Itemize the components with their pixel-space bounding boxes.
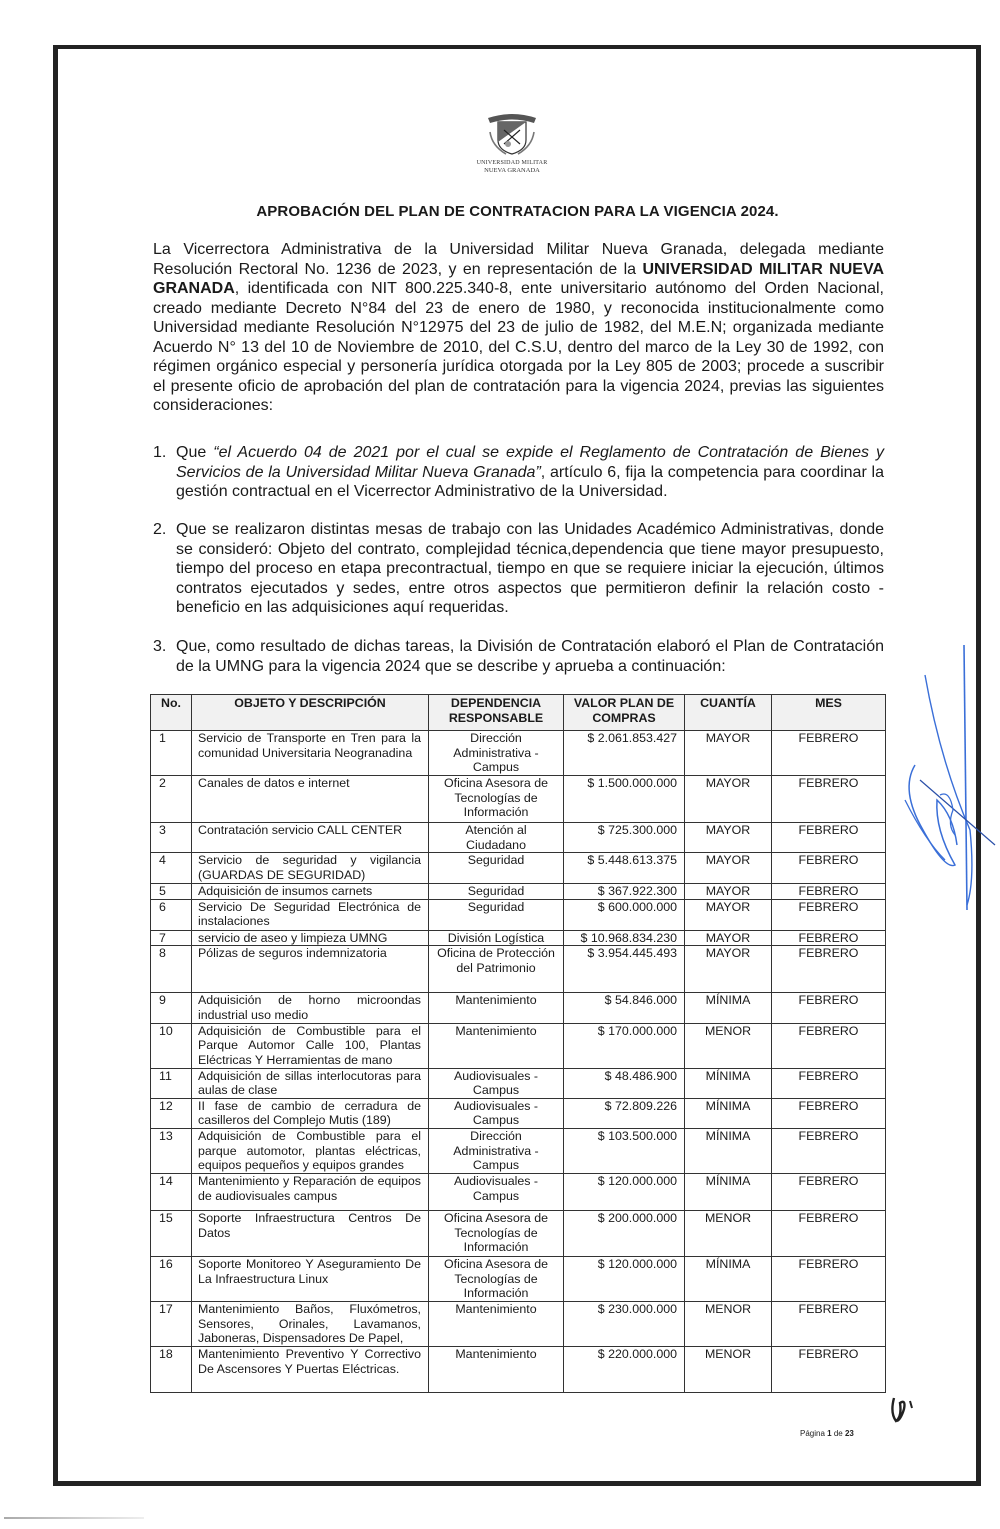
- table-row: [151, 1098, 886, 1128]
- row-objeto: Soporte Infraestructura Centros De Datos: [192, 1210, 429, 1256]
- row-number: 12: [151, 1098, 192, 1128]
- page-current: 1: [827, 1429, 832, 1438]
- row-objeto: Servicio De Seguridad Electrónica de instalaciones: [192, 899, 429, 930]
- row-dependencia: Mantenimiento: [429, 1301, 564, 1346]
- row-number: 4: [151, 853, 192, 884]
- row-cuantia: MAYOR: [685, 731, 772, 776]
- row-mes: FEBRERO: [772, 1098, 886, 1128]
- row-dependencia: Oficina Asesora de Tecnologías de Información: [429, 776, 564, 823]
- document-title: APROBACIÓN DEL PLAN DE CONTRATACION PARA LA VIGENCIA 2024.: [256, 203, 779, 220]
- row-valor: $ 5.448.613.375: [564, 853, 685, 884]
- header-objeto: OBJETO Y DESCRIPCIÓN: [192, 695, 429, 731]
- consideration-number: 3.: [153, 638, 167, 655]
- intro-text-1: La Vicerrectora Administrativa de la Universidad Militar Nueva Granada, delegada mediante Resolución Rectoral No. 1236 de 2023, y en representación de la: [153, 241, 884, 278]
- row-valor: $ 220.000.000: [564, 1346, 685, 1392]
- table-row: [151, 1023, 886, 1068]
- table-row: [151, 776, 886, 823]
- row-mes: FEBRERO: [772, 1346, 886, 1392]
- row-number: 11: [151, 1068, 192, 1098]
- row-valor: $ 120.000.000: [564, 1173, 685, 1210]
- table-row: [151, 884, 886, 900]
- row-objeto: Adquisición de Combustible para el parque automotor, plantas eléctricas, equipos pequeños y equipos grandes: [192, 1128, 429, 1173]
- table-row: [151, 930, 886, 946]
- row-objeto: Soporte Monitoreo Y Aseguramiento De La Infraestructura Linux: [192, 1256, 429, 1301]
- row-objeto: Adquisición de Combustible para el Parque Automor Calle 100, Plantas Eléctricas Y Herramientas de mano: [192, 1023, 429, 1068]
- row-number: 9: [151, 993, 192, 1023]
- row-number: 13: [151, 1128, 192, 1173]
- row-number: 8: [151, 946, 192, 993]
- row-valor: $ 200.000.000: [564, 1210, 685, 1256]
- row-number: 16: [151, 1256, 192, 1301]
- row-cuantia: MÍNIMA: [685, 1256, 772, 1301]
- page-of: de: [833, 1429, 843, 1438]
- row-cuantia: MENOR: [685, 1210, 772, 1256]
- table-row: [151, 993, 886, 1023]
- row-objeto: II fase de cambio de cerradura de casilleros del Complejo Mutis (189): [192, 1098, 429, 1128]
- row-number: 17: [151, 1301, 192, 1346]
- row-number: 5: [151, 884, 192, 900]
- university-logo: [474, 110, 550, 182]
- row-valor: $ 120.000.000: [564, 1256, 685, 1301]
- row-number: 14: [151, 1173, 192, 1210]
- row-valor: $ 170.000.000: [564, 1023, 685, 1068]
- row-dependencia: Dirección Administrativa - Campus: [429, 731, 564, 776]
- table-row: [151, 1256, 886, 1301]
- row-objeto: Adquisición de insumos carnets: [192, 884, 429, 900]
- row-mes: FEBRERO: [772, 1173, 886, 1210]
- table-row: [151, 1173, 886, 1210]
- row-cuantia: MENOR: [685, 1346, 772, 1392]
- row-dependencia: Atención al Ciudadano: [429, 823, 564, 853]
- row-dependencia: Oficina Asesora de Tecnologías de Información: [429, 1256, 564, 1301]
- row-valor: $ 230.000.000: [564, 1301, 685, 1346]
- table-row: [151, 946, 886, 993]
- intro-university-name: UNIVERSIDAD MILITAR NUEVA GRANADA: [153, 260, 884, 297]
- row-mes: FEBRERO: [772, 884, 886, 900]
- table-row: [151, 1128, 886, 1173]
- row-number: 2: [151, 776, 192, 823]
- consideration-3: [153, 637, 884, 676]
- row-mes: FEBRERO: [772, 776, 886, 823]
- logo-text-line2: NUEVA GRANADA: [484, 167, 540, 174]
- table-header-row: [151, 695, 886, 731]
- initials-icon: [888, 1395, 928, 1425]
- row-objeto: Mantenimiento Preventivo Y Correctivo De Ascensores Y Puertas Eléctricas.: [192, 1346, 429, 1392]
- table-row: [151, 1301, 886, 1346]
- consideration-number: 1.: [153, 444, 167, 461]
- row-dependencia: Seguridad: [429, 899, 564, 930]
- row-objeto: Servicio de seguridad y vigilancia (GUARDAS DE SEGURIDAD): [192, 853, 429, 884]
- row-dependencia: Mantenimiento: [429, 1346, 564, 1392]
- row-objeto: Servicio de Transporte en Tren para la comunidad Universitaria Neogranadina: [192, 731, 429, 776]
- row-mes: FEBRERO: [772, 1256, 886, 1301]
- consideration-quote: “el Acuerdo 04 de 2021 por el cual se expide el Reglamento de Contratación de Bienes y Servicios de la Universidad Militar Nueva Granada”: [176, 444, 885, 481]
- shield-crest-icon: [482, 110, 542, 160]
- row-number: 7: [151, 930, 192, 946]
- consideration-text: Que se realizaron distintas mesas de trabajo con las Unidades Académico Administrativas, donde se consideró: Objeto del contrato, complejidad técnica,dependencia que tiene mayor presupuesto, tiempo del proceso en etapa precontractual, tiempo en que se requiere iniciar la ejecución, últimos contratos ejecutados y sedes, entre otros aspectos que permitieron definir la relación costo - beneficio en las adquisiciones aquí requeridas.: [176, 521, 884, 616]
- row-objeto: Pólizas de seguros indemnizatoria: [192, 946, 429, 993]
- page-label: Página: [800, 1429, 825, 1438]
- row-cuantia: MÍNIMA: [685, 993, 772, 1023]
- row-mes: FEBRERO: [772, 993, 886, 1023]
- row-mes: FEBRERO: [772, 1068, 886, 1098]
- row-number: 3: [151, 823, 192, 853]
- row-cuantia: MAYOR: [685, 899, 772, 930]
- row-valor: $ 1.500.000.000: [564, 776, 685, 823]
- table-row: [151, 1068, 886, 1098]
- row-dependencia: Audiovisuales - Campus: [429, 1068, 564, 1098]
- header-cuantia: CUANTÍA: [685, 695, 772, 731]
- consideration-2: [153, 520, 884, 618]
- header-dependencia: DEPENDENCIA RESPONSABLE: [429, 695, 564, 731]
- row-mes: FEBRERO: [772, 1301, 886, 1346]
- consideration-prefix: Que: [176, 444, 214, 461]
- contracting-plan-table: [150, 694, 886, 1393]
- row-cuantia: MENOR: [685, 1023, 772, 1068]
- scan-artifact-line: [4, 1517, 144, 1519]
- row-dependencia: Mantenimiento: [429, 1023, 564, 1068]
- row-valor: $ 367.922.300: [564, 884, 685, 900]
- table-row: [151, 853, 886, 884]
- row-cuantia: MAYOR: [685, 776, 772, 823]
- consideration-number: 2.: [153, 521, 167, 538]
- intro-text-2: , identificada con NIT 800.225.340-8, ente universitario autónomo del Orden Nacional, creado mediante Decreto N°84 del 23 de enero de 1980, y reconocida institucionalmente como Universidad mediante Resolución N°12975 del 23 de julio de 1982, del M.E.N; organizada mediante Acuerdo N° 13 del 10 de Noviembre de 2010, del C.S.U, dentro del marco de la Ley 30 de 1992, con régimen orgánico especial y personería jurídica otorgada por la Ley 805 de 2003; procede a suscribir el presente oficio de aprobación del plan de contratación para la vigencia 2024, previas las siguientes consideraciones:: [153, 280, 884, 414]
- row-cuantia: MÍNIMA: [685, 1098, 772, 1128]
- row-cuantia: MAYOR: [685, 884, 772, 900]
- row-valor: $ 72.809.226: [564, 1098, 685, 1128]
- header-no: No.: [151, 695, 192, 731]
- row-valor: $ 103.500.000: [564, 1128, 685, 1173]
- logo-text-line1: UNIVERSIDAD MILITAR: [476, 160, 548, 166]
- table-row: [151, 1346, 886, 1392]
- row-valor: $ 54.846.000: [564, 993, 685, 1023]
- row-objeto: Canales de datos e internet: [192, 776, 429, 823]
- consideration-text: Que, como resultado de dichas tareas, la División de Contratación elaboró el Plan de Contratación de la UMNG para la vigencia 2024 que se describe y aprueba a continuación:: [176, 638, 884, 675]
- row-number: 1: [151, 731, 192, 776]
- row-mes: FEBRERO: [772, 1023, 886, 1068]
- row-mes: FEBRERO: [772, 946, 886, 993]
- row-number: 15: [151, 1210, 192, 1256]
- row-number: 18: [151, 1346, 192, 1392]
- row-mes: FEBRERO: [772, 853, 886, 884]
- row-dependencia: Seguridad: [429, 884, 564, 900]
- consideration-1: [153, 443, 884, 502]
- row-mes: FEBRERO: [772, 899, 886, 930]
- row-dependencia: Oficina de Protección del Patrimonio: [429, 946, 564, 993]
- row-valor: $ 600.000.000: [564, 899, 685, 930]
- row-valor: $ 3.954.445.493: [564, 946, 685, 993]
- table-row: [151, 731, 886, 776]
- row-dependencia: Mantenimiento: [429, 993, 564, 1023]
- row-valor: $ 48.486.900: [564, 1068, 685, 1098]
- row-cuantia: MAYOR: [685, 823, 772, 853]
- header-valor: VALOR PLAN DE COMPRAS: [564, 695, 685, 731]
- table-row: [151, 1210, 886, 1256]
- signature-icon: [895, 640, 1000, 940]
- table-row: [151, 823, 886, 853]
- row-objeto: Mantenimiento y Reparación de equipos de audiovisuales campus: [192, 1173, 429, 1210]
- row-mes: FEBRERO: [772, 1210, 886, 1256]
- row-mes: FEBRERO: [772, 823, 886, 853]
- row-objeto: Contratación servicio CALL CENTER: [192, 823, 429, 853]
- row-cuantia: MENOR: [685, 1301, 772, 1346]
- row-mes: FEBRERO: [772, 731, 886, 776]
- row-objeto: Mantenimiento Baños, Fluxómetros, Sensores, Orinales, Lavamanos, Jaboneras, Dispensadores De Papel,: [192, 1301, 429, 1346]
- row-number: 6: [151, 899, 192, 930]
- row-dependencia: Oficina Asesora de Tecnologías de Información: [429, 1210, 564, 1256]
- row-cuantia: MAYOR: [685, 930, 772, 946]
- row-objeto: Adquisición de sillas interlocutoras para aulas de clase: [192, 1068, 429, 1098]
- row-cuantia: MAYOR: [685, 853, 772, 884]
- row-dependencia: Audiovisuales - Campus: [429, 1098, 564, 1128]
- row-number: 10: [151, 1023, 192, 1068]
- page-total: 23: [844, 1429, 854, 1438]
- page-number: [800, 1429, 854, 1438]
- row-dependencia: Audiovisuales - Campus: [429, 1173, 564, 1210]
- consideration-suffix: , artículo 6, fija la competencia para coordinar la gestión contractual en el Vicerrector Administrativo de la Universidad.: [176, 463, 885, 500]
- row-mes: FEBRERO: [772, 1128, 886, 1173]
- row-objeto: Adquisición de horno microondas industrial uso medio: [192, 993, 429, 1023]
- row-cuantia: MÍNIMA: [685, 1173, 772, 1210]
- row-dependencia: Seguridad: [429, 853, 564, 884]
- row-valor: $ 725.300.000: [564, 823, 685, 853]
- intro-paragraph: [153, 240, 884, 416]
- row-valor: $ 10.968.834.230: [564, 930, 685, 946]
- row-objeto: servicio de aseo y limpieza UMNG: [192, 930, 429, 946]
- row-valor: $ 2.061.853.427: [564, 731, 685, 776]
- row-cuantia: MÍNIMA: [685, 1128, 772, 1173]
- table-row: [151, 899, 886, 930]
- row-cuantia: MAYOR: [685, 946, 772, 993]
- header-mes: MES: [772, 695, 886, 731]
- row-dependencia: Dirección Administrativa - Campus: [429, 1128, 564, 1173]
- row-cuantia: MÍNIMA: [685, 1068, 772, 1098]
- row-dependencia: División Logística: [429, 930, 564, 946]
- row-mes: FEBRERO: [772, 930, 886, 946]
